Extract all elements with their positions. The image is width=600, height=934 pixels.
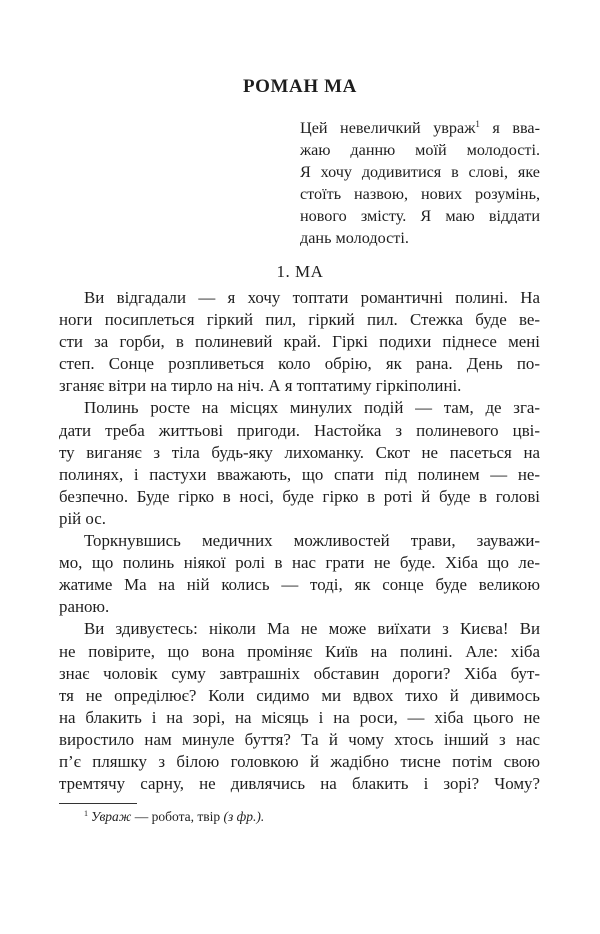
body-line: степ. Сонце розпливеться коло обрію, як рана. День по- [59,354,540,374]
body-line: жатиме Ма на ній колись — тоді, як сонце буде великою [59,575,540,595]
chapter-heading: 1. МА [276,262,324,281]
body-line: безпечно. Буде гірко в носі, буде гірко в роті й буде в голові [59,486,540,506]
body-line: на блакить і на зорі, на місяць і на роси, — хіба цього не [59,707,540,727]
body-line: Ви відгадали — я хочу топтати романтичні полині. На [84,288,540,307]
footnote-definition: робота, твір [151,809,224,824]
footnote-divider [59,803,137,804]
page-title: РОМАН МА [243,76,357,97]
body-line: знає чоловік суму завтрашніх обставин дороги? Хіба бут- [59,663,540,683]
body-line: Ви здивуєтесь: ніколи Ма не може виїхати з Києва! Ви [84,619,540,639]
body-line: ту виганяє з тіла будь-яку лихоманку. Скот не пасеться на [59,442,540,462]
footnote-marker: 1 [84,809,88,818]
body-line: виростило нам минуле буття? Та й чому хтось інший з нас [59,729,540,749]
body-line: Полинь росте на місцях минулих подій — там, де зга- [84,398,540,418]
footnote-term: Увраж [91,809,132,824]
body-line: сти за горби, в полиневий край. Гіркі подихи піднесе мені [59,332,540,352]
epigraph-text: Цей невеличкий увраж [300,119,476,137]
body-line: раною. [59,597,110,617]
body-line: рій ос. [59,508,106,528]
footnote-origin: (з фр.). [223,809,265,824]
epigraph-line: Я хочу додивитися в слові, яке [300,163,540,181]
epigraph-line: дань молодості. [300,229,409,247]
footnote [84,808,264,826]
body-line: не повірите, що вона проміняє Київ на полині. Але: хіба [59,641,540,661]
body-line: мо, що полинь ніякої ролі в нас грати не буде. Хіба що ле- [59,553,540,573]
body-line: тя не опреділює? Коли сидимо ми вдвох тихо й дивимось [59,685,540,705]
epigraph [300,117,540,249]
body-line: полинях, і пастухи вважають, що спати під полинем — не- [59,464,540,484]
body-line: зганяє вітри на тирло на ніч. А я топтатиму гіркіполині. [59,376,462,396]
epigraph-line: нового змісту. Я маю віддати [300,207,540,225]
epigraph-line: жаю данню моїй молодості. [300,141,540,159]
body-line: дати треба життьові пригоди. Настойка з полиневого цві- [59,420,540,440]
footnote-reference[interactable]: 1 [475,119,480,129]
footnote-dash: — [131,809,152,824]
body-line: ноги посиплеться гіркий пил, гіркий пил. Стежка буде ве- [59,310,540,330]
body-line: тремтячу сарну, не дивлячись на блакить і зорі? Чому? [59,774,540,794]
epigraph-text: я вва- [479,119,540,137]
epigraph-line: стоїть назвою, нових розумінь, [300,185,540,203]
epigraph-line [300,117,540,139]
body-line: Торкнувшись медичних можливостей трави, зауважи- [84,531,540,551]
body-line: п’є пляшку з білою головкою й жадібно тисне потім свою [59,751,540,771]
body-text [59,287,540,795]
